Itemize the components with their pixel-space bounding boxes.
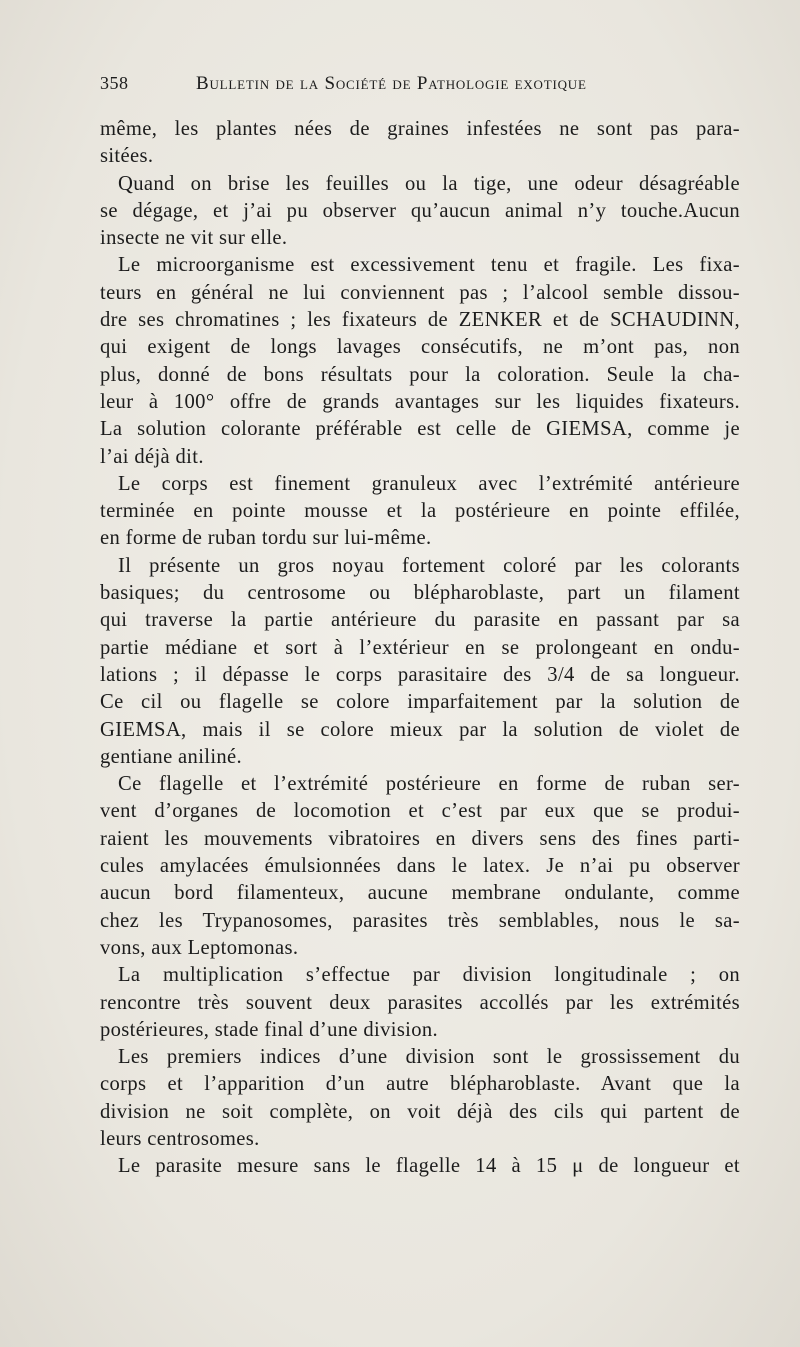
text-line: teurs en général ne lui conviennent pas ; l’alcool semble dissou-: [100, 281, 740, 304]
text-line: dre ses chromatines ; les fixateurs de ZENKER et de SCHAUDINN,: [100, 309, 740, 332]
text-line: cules amylacées émulsionnées dans le latex. Je n’ai pu observer: [100, 855, 740, 878]
text-line: postérieures, stade final d’une division.: [100, 1018, 439, 1041]
text-line: insecte ne vit sur elle.: [100, 227, 288, 250]
text-line: Le parasite mesure sans le flagelle 14 à 15 μ de longueur et: [118, 1155, 740, 1178]
text-line: sitées.: [100, 145, 154, 168]
text-line: terminée en pointe mousse et la postérieure en pointe effilée,: [100, 500, 740, 523]
text-line: Le corps est finement granuleux avec l’extrémité antérieure: [118, 472, 740, 495]
text-line: qui exigent de longs lavages consécutifs, ne m’ont pas, non: [100, 336, 740, 359]
text-line: chez les Trypanosomes, parasites très semblables, nous le sa-: [100, 909, 740, 932]
body-text: [100, 116, 740, 1181]
text-line: basiques; du centrosome ou blépharoblaste, part un filament: [100, 582, 740, 605]
text-line: même, les plantes nées de graines infestées ne sont pas para-: [100, 118, 740, 140]
text-line: gentiane aniliné.: [100, 745, 243, 768]
text-line: l’ai déjà dit.: [100, 445, 204, 468]
text-line: qui traverse la partie antérieure du parasite en passant par sa: [100, 609, 740, 632]
text-line: Ce flagelle et l’extrémité postérieure en forme de ruban ser-: [118, 773, 740, 796]
text-line: division ne soit complète, on voit déjà des cils qui partent de: [100, 1100, 740, 1123]
text-line: rencontre très souvent deux parasites accollés par les extrémités: [100, 991, 740, 1014]
text-line: raient les mouvements vibratoires en divers sens des fines parti-: [100, 827, 740, 850]
text-line: Quand on brise les feuilles ou la tige, une odeur désagréable: [118, 172, 740, 195]
text-line: corps et l’apparition d’un autre blépharoblaste. Avant que la: [100, 1073, 740, 1096]
text-line: La multiplication s’effectue par division longitudinale ; on: [118, 964, 740, 987]
text-line: Ce cil ou flagelle se colore imparfaitement par la solution de: [100, 691, 740, 714]
running-title: Bulletin de la Société de Pathologie exotique: [196, 73, 587, 94]
text-line: aucun bord filamenteux, aucune membrane ondulante, comme: [100, 882, 740, 905]
text-line: leurs centrosomes.: [100, 1127, 260, 1150]
text-line: La solution colorante préférable est celle de GIEMSA, comme je: [100, 418, 740, 441]
text-line: Il présente un gros noyau fortement coloré par les colorants: [118, 554, 740, 577]
text-line: plus, donné de bons résultats pour la coloration. Seule la cha-: [100, 363, 740, 386]
page-number: 358: [100, 73, 129, 93]
text-line: leur à 100° offre de grands avantages sur les liquides fixateurs.: [100, 390, 740, 413]
text-line: vent d’organes de locomotion et c’est par eux que se produi-: [100, 800, 740, 823]
text-line: vons, aux Leptomonas.: [100, 936, 299, 959]
text-line: partie médiane et sort à l’extérieur en se prolongeant en ondu-: [100, 636, 740, 659]
page-header: [100, 73, 740, 103]
text-line: lations ; il dépasse le corps parasitaire des 3/4 de sa longueur.: [100, 663, 740, 686]
text-line: Les premiers indices d’une division sont le grossissement du: [118, 1046, 740, 1069]
text-line: se dégage, et j’ai pu observer qu’aucun animal n’y touche.Aucun: [100, 199, 740, 222]
text-line: Le microorganisme est excessivement tenu et fragile. Les fixa-: [118, 254, 740, 277]
text-line: en forme de ruban tordu sur lui-même.: [100, 527, 432, 550]
text-line: GIEMSA, mais il se colore mieux par la solution de violet de: [100, 718, 740, 741]
